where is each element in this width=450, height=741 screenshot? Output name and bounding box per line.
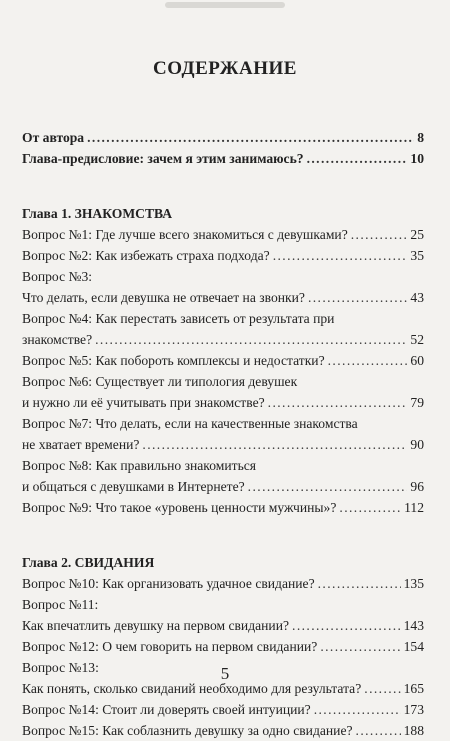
toc-entry-q6-line1: Вопрос №6: Существует ли типология девушек xyxy=(22,374,298,389)
dot-leader xyxy=(356,720,401,741)
dot-leader xyxy=(308,287,407,308)
dot-leader xyxy=(320,636,400,657)
page-number: 5 xyxy=(220,664,230,683)
toc-entry-q4-line1: Вопрос №4: Как перестать зависеть от результата при xyxy=(22,311,335,326)
toc-entry-q10: Вопрос №10: Как организовать удачное свидание? . . . 135 xyxy=(22,573,424,594)
toc-entry-q3: Что делать, если девушка не отвечает на звонки? . . . 43 xyxy=(22,287,424,308)
toc-entry-q13-line1: Вопрос №13: xyxy=(22,660,99,675)
dot-leader xyxy=(351,224,408,245)
toc-entry-q4: знакомстве? . . . 52 xyxy=(22,329,424,350)
chapter-heading-1: Глава 1. ЗНАКОМСТВА xyxy=(22,206,173,221)
dot-leader xyxy=(292,615,401,636)
page-title: СОДЕРЖАНИЕ xyxy=(153,58,297,79)
dot-leader xyxy=(142,434,407,455)
chapter-heading-2: Глава 2. СВИДАНИЯ xyxy=(22,555,155,570)
toc-entry-q6: и нужно ли её учитывать при знакомстве? . . . 79 xyxy=(22,392,424,413)
dot-leader xyxy=(268,392,408,413)
toc-entry-q11: Как впечатлить девушку на первом свидании? . . . 143 xyxy=(22,615,424,636)
toc-entry-q15: Вопрос №15: Как соблазнить девушку за одно свидание? . . . 188 xyxy=(22,720,424,741)
toc-entry-q3-line1: Вопрос №3: xyxy=(22,269,93,284)
toc-entry-author: От автора . . . 8 xyxy=(22,127,424,148)
dot-leader xyxy=(339,497,401,518)
dot-leader xyxy=(273,245,408,266)
toc-entry-q5: Вопрос №5: Как побороть комплексы и недостатки? . . . 60 xyxy=(22,350,424,371)
toc-entry-q1: Вопрос №1: Где лучше всего знакомиться с девушками? . . . 25 xyxy=(22,224,424,245)
toc-entry-q13: Как понять, сколько свиданий необходимо для результата? . . . 165 xyxy=(22,678,424,699)
dot-leader xyxy=(95,329,407,350)
dot-leader xyxy=(318,573,401,594)
dot-leader xyxy=(328,350,408,371)
dot-leader xyxy=(307,148,408,169)
dot-leader xyxy=(248,476,408,497)
toc-entry-q8: и общаться с девушками в Интернете? . . . 96 xyxy=(22,476,424,497)
toc-entry-q12: Вопрос №12: О чем говорить на первом свидании? . . . 154 xyxy=(22,636,424,657)
toc-entry-q9: Вопрос №9: Что такое «уровень ценности мужчины»? . . . 112 xyxy=(22,497,424,518)
dot-leader xyxy=(314,699,401,720)
running-head xyxy=(0,2,450,10)
toc-entry-q11-line1: Вопрос №11: xyxy=(22,597,99,612)
toc-entry-q14: Вопрос №14: Стоит ли доверять своей интуиции? . . . 173 xyxy=(22,699,424,720)
toc-entry-q7: не хватает времени? . . . 90 xyxy=(22,434,424,455)
toc-entry-q7-line1: Вопрос №7: Что делать, если на качественные знакомства xyxy=(22,416,358,431)
toc-entry-q2: Вопрос №2: Как избежать страха подхода? . . . 35 xyxy=(22,245,424,266)
toc-entry-q8-line1: Вопрос №8: Как правильно знакомиться xyxy=(22,458,257,473)
toc-entry-preface: Глава-предисловие: зачем я этим занимаюсь? . . . 10 xyxy=(22,148,424,169)
table-of-contents xyxy=(22,127,424,741)
dot-leader xyxy=(87,127,414,148)
